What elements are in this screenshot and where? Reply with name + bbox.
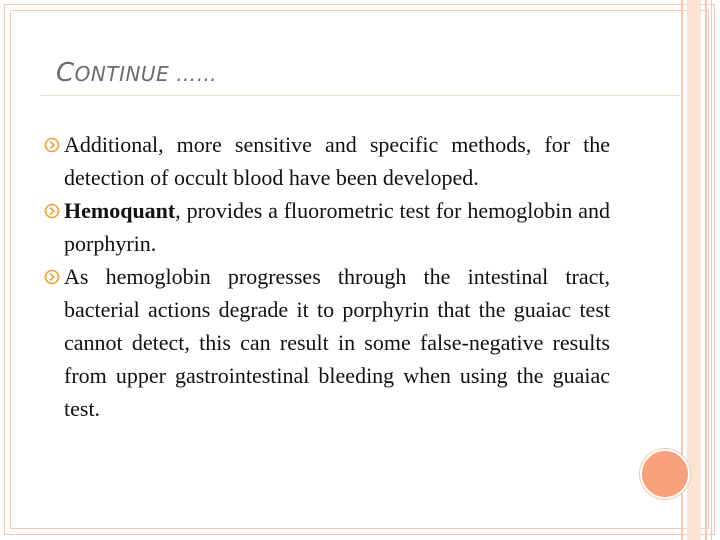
bullet-text: As hemoglobin progresses through the intestinal tract, bacterial actions degrade it to porphyrin that the guaiac test cannot detect, this can result in some false-negative results from upper gastrointestinal bleeding when using the guaiac test. xyxy=(64,264,610,421)
circle-decoration xyxy=(640,449,690,499)
bullet-item xyxy=(44,260,610,425)
bullet-highlight: Hemoquant xyxy=(64,198,176,223)
title-divider xyxy=(40,95,680,96)
bullet-text: Additional, more sensitive and specific methods, for the detection of occult blood have been developed. xyxy=(64,132,610,190)
circle-arrow-icon xyxy=(44,269,60,285)
bullet-text: , provides a fluorometric test for hemoglobin and porphyrin. xyxy=(64,198,610,256)
circle-arrow-icon xyxy=(44,203,60,219)
slide-content xyxy=(44,128,610,425)
slide-title xyxy=(56,58,217,88)
slide-title-rest: ONTINUE …… xyxy=(74,62,218,86)
right-decorative-band xyxy=(681,0,720,540)
bullet-item xyxy=(44,194,610,260)
slide-title-initial: C xyxy=(56,58,75,88)
bullet-item xyxy=(44,128,610,194)
circle-arrow-icon xyxy=(44,137,60,153)
